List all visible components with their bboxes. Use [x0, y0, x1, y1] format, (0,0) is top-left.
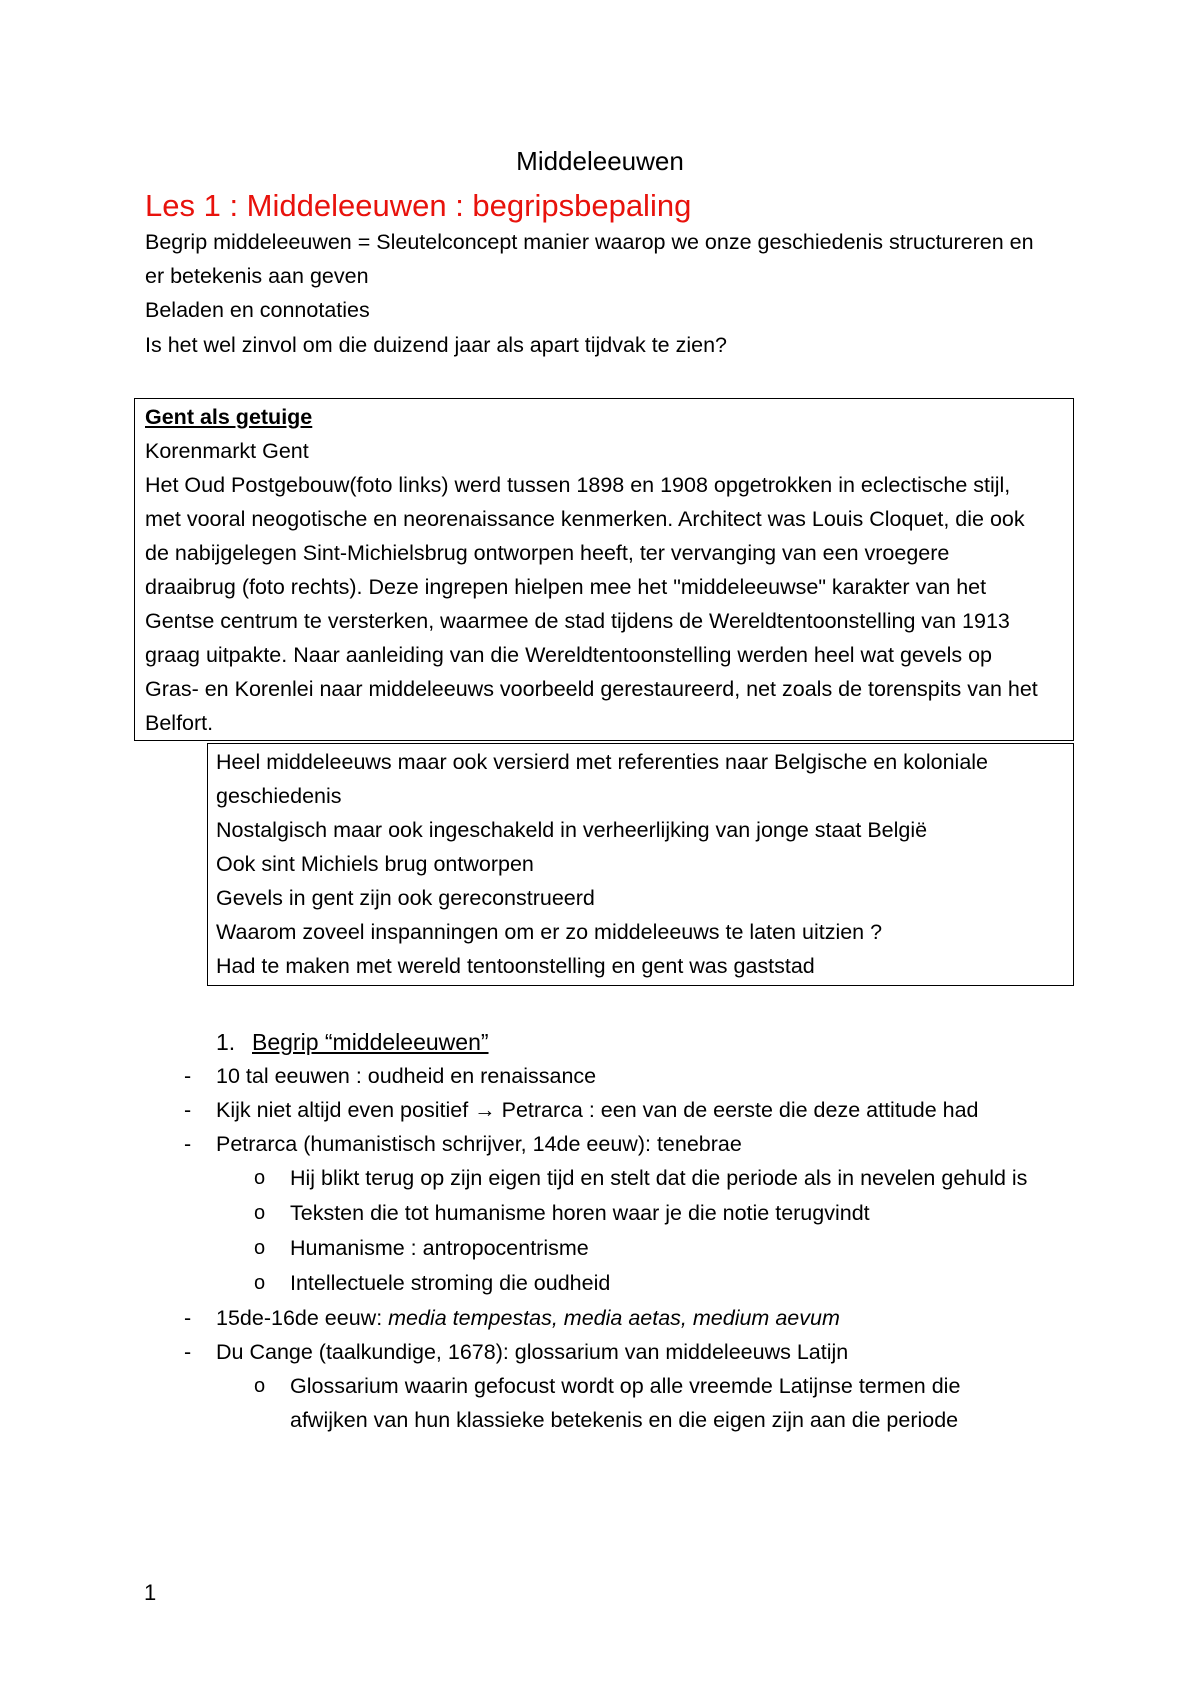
list-item: Petrarca (humanistisch schrijver, 14de eeuw): tenebrae — [216, 1132, 742, 1156]
box-line: Belfort. — [145, 711, 214, 735]
lesson-heading: Les 1 : Middeleeuwen : begripsbepaling — [145, 188, 692, 223]
notes-line: Waarom zoveel inspanningen om er zo middeleeuws te laten uitzien ? — [216, 920, 883, 944]
list-item: Du Cange (taalkundige, 1678): glossarium van middeleeuws Latijn — [216, 1340, 849, 1364]
document-title: Middeleeuwen — [516, 146, 684, 176]
box-title: Gent als getuige — [145, 405, 313, 429]
arrow-icon: → — [474, 1098, 496, 1122]
box-line: Het Oud Postgebouw(foto links) werd tussen 1898 en 1908 opgetrokken in eclectische stijl, — [145, 473, 1011, 497]
intro-line: Begrip middeleeuwen = Sleutelconcept manier waarop we onze geschiedenis structureren en — [145, 230, 1034, 254]
notes-line: geschiedenis — [216, 784, 342, 808]
section-number: 1. — [216, 1029, 236, 1055]
dash-bullet-icon: - — [184, 1064, 192, 1088]
notes-line: Nostalgisch maar ook ingeschakeld in verheerlijking van jonge staat België — [216, 818, 928, 842]
box-line: draaibrug (foto rechts). Deze ingrepen hielpen mee het "middeleeuwse" karakter van het — [145, 575, 987, 599]
box-line: Gras- en Korenlei naar middeleeuws voorbeeld gerestaureerd, net zoals de torenspits van het — [145, 677, 1038, 701]
notes-line: Had te maken met wereld tentoonstelling en gent was gaststad — [216, 954, 815, 978]
circle-bullet-icon: o — [254, 1167, 266, 1189]
notes-line: Heel middeleeuws maar ook versierd met referenties naar Belgische en koloniale — [216, 750, 989, 774]
sub-list-item: Humanisme : antropocentrisme — [290, 1236, 589, 1260]
page-number: 1 — [144, 1580, 157, 1605]
sub-list-item: Intellectuele stroming die oudheid — [290, 1271, 611, 1295]
intro-line: Beladen en connotaties — [145, 298, 370, 322]
box-line: met vooral neogotische en neorenaissance kenmerken. Architect was Louis Cloquet, die ook — [145, 507, 1025, 531]
circle-bullet-icon: o — [254, 1375, 266, 1397]
list-item: Kijk niet altijd even positief → Petrarca : een van de eerste die deze attitude had — [216, 1098, 979, 1122]
circle-bullet-icon: o — [254, 1202, 266, 1224]
sub-list-item: Glossarium waarin gefocust wordt op alle vreemde Latijnse termen die — [290, 1374, 961, 1398]
sub-list-item: Teksten die tot humanisme horen waar je die notie terugvindt — [290, 1201, 870, 1225]
circle-bullet-icon: o — [254, 1237, 266, 1259]
section-title: Begrip “middeleeuwen” — [252, 1029, 489, 1055]
sub-list-item: Hij blikt terug op zijn eigen tijd en stelt dat die periode als in nevelen gehuld is — [290, 1166, 1028, 1190]
sub-list-item: afwijken van hun klassieke betekenis en die eigen zijn aan die periode — [290, 1408, 959, 1432]
dash-bullet-icon: - — [184, 1306, 192, 1330]
intro-line: Is het wel zinvol om die duizend jaar als apart tijdvak te zien? — [145, 333, 728, 357]
circle-bullet-icon: o — [254, 1272, 266, 1294]
box-line: Gentse centrum te versterken, waarmee de stad tijdens de Wereldtentoonstelling van 1913 — [145, 609, 1010, 633]
box-line: de nabijgelegen Sint-Michielsbrug ontworpen heeft, ter vervanging van een vroegere — [145, 541, 950, 565]
notes-line: Gevels in gent zijn ook gereconstrueerd — [216, 886, 595, 910]
list-item: 10 tal eeuwen : oudheid en renaissance — [216, 1064, 597, 1088]
intro-line: er betekenis aan geven — [145, 264, 369, 288]
dash-bullet-icon: - — [184, 1098, 192, 1122]
list-item: 15de-16de eeuw: media tempestas, media aetas, medium aevum — [216, 1306, 840, 1330]
dash-bullet-icon: - — [184, 1340, 192, 1364]
dash-bullet-icon: - — [184, 1132, 192, 1156]
notes-line: Ook sint Michiels brug ontworpen — [216, 852, 534, 876]
box-line: graag uitpakte. Naar aanleiding van die Wereldtentoonstelling werden heel wat gevels op — [145, 643, 993, 667]
box-line: Korenmarkt Gent — [145, 439, 309, 463]
